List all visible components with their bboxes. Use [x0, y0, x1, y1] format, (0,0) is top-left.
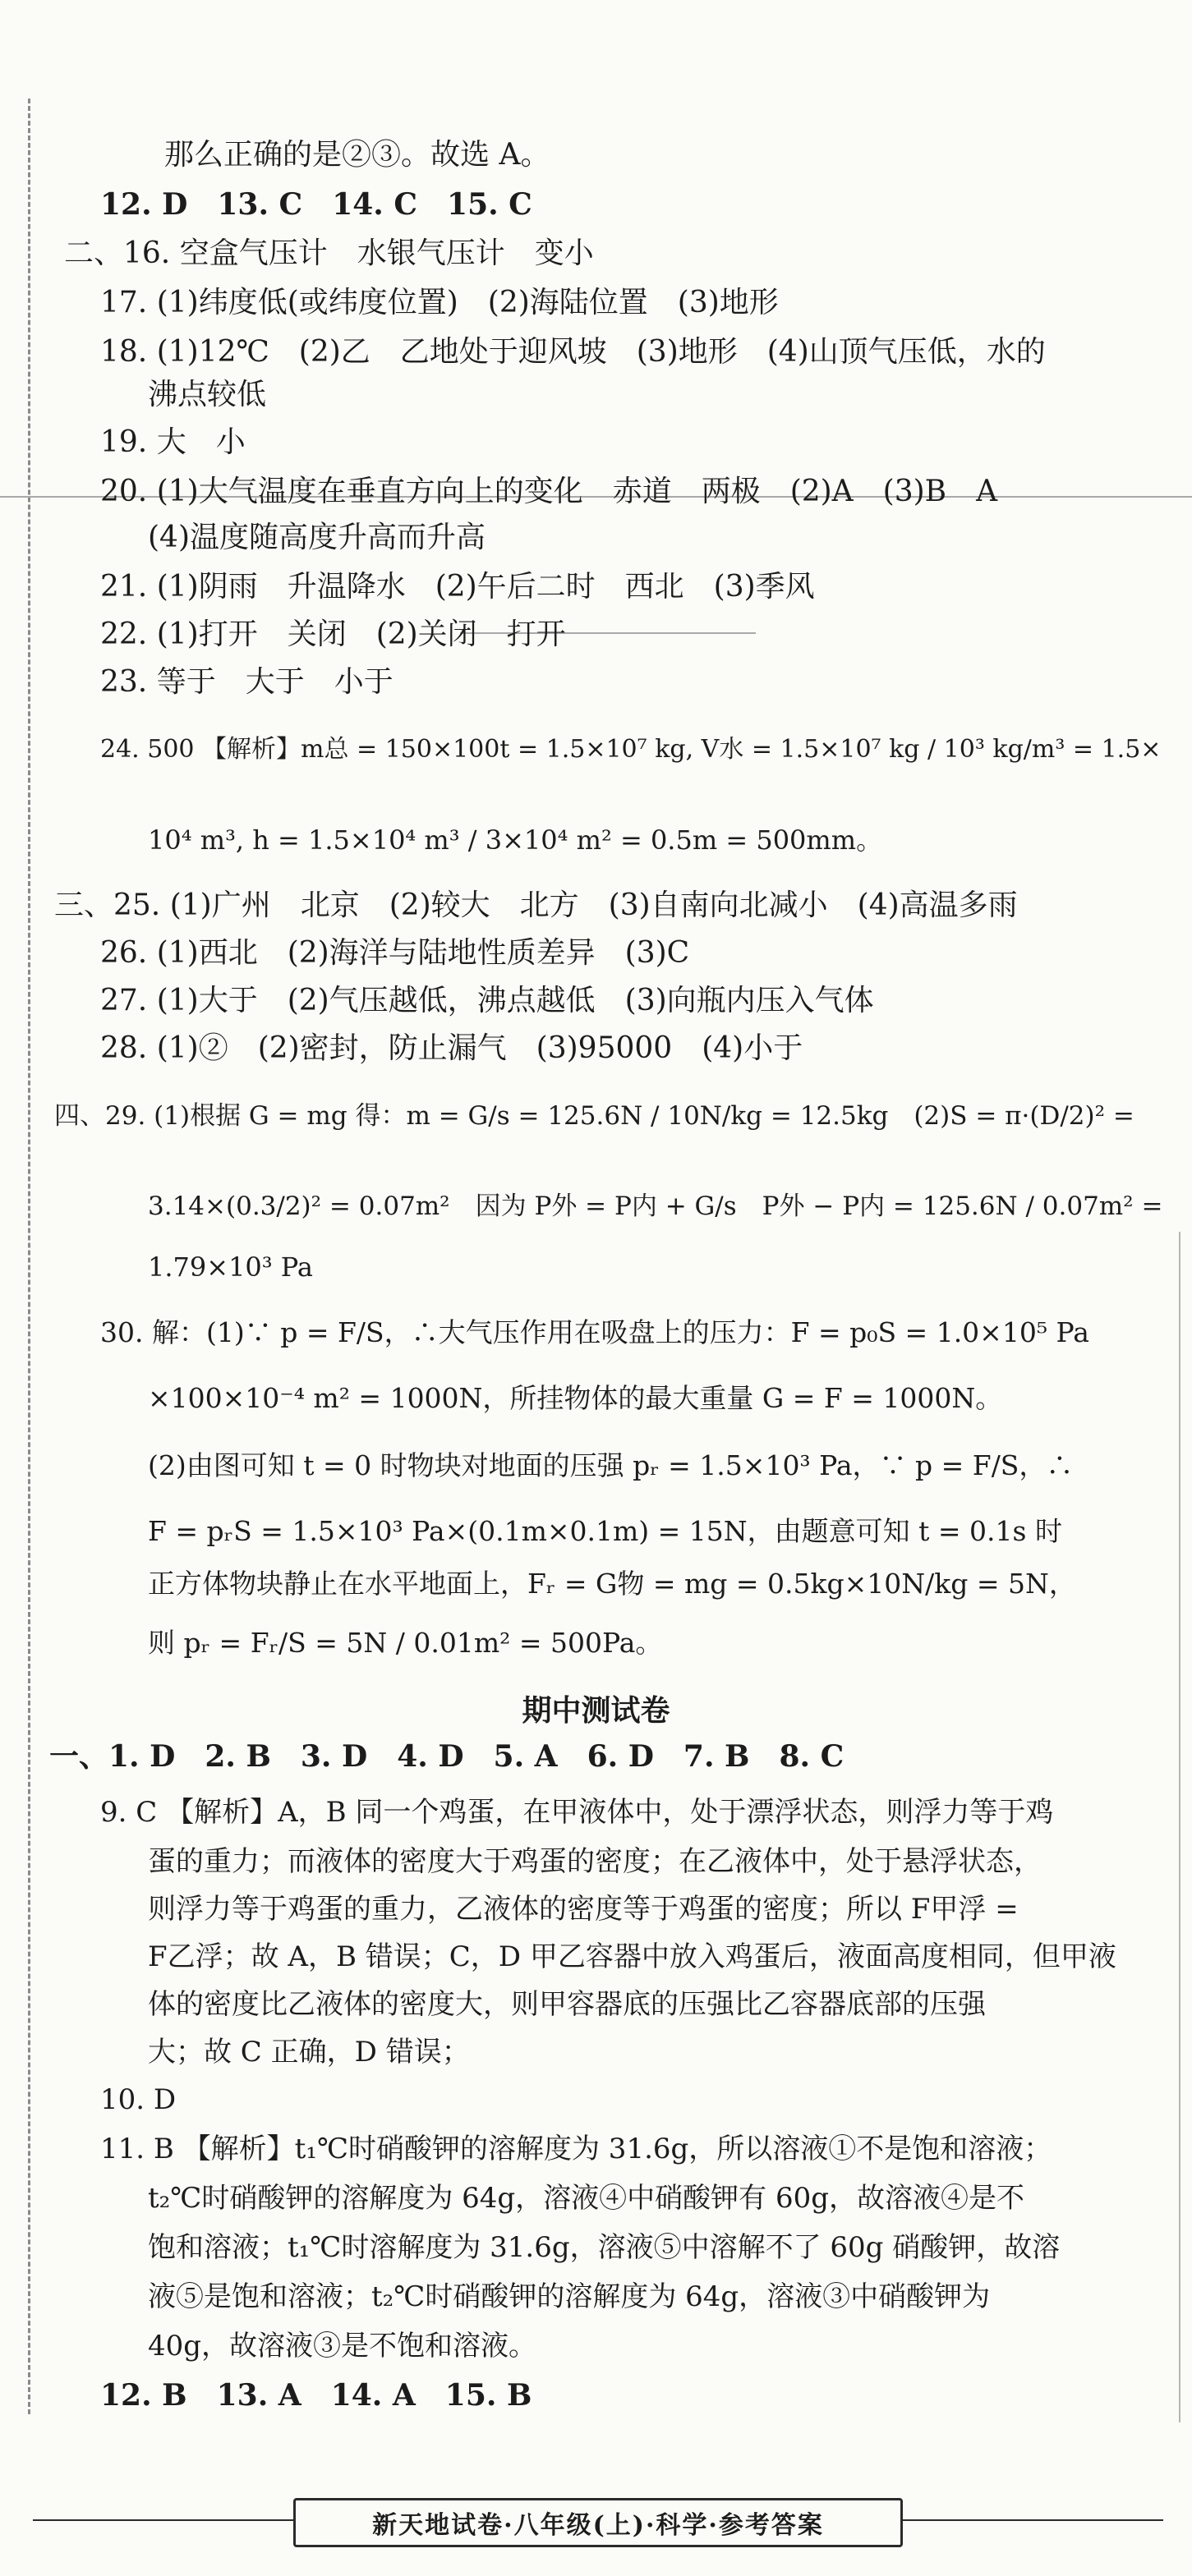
- mid-test-line: 则浮力等于鸡蛋的重力，乙液体的密度等于鸡蛋的密度；所以 F甲浮 =: [148, 1893, 1019, 1926]
- answer-line: F = pᵣS = 1.5×10³ Pa×(0.1m×0.1m) = 15N，由题意可知 t = 0.1s 时: [148, 1515, 1062, 1547]
- answer-line: 12. D 13. C 14. C 15. C: [100, 187, 532, 222]
- footer-rule-left: [33, 2519, 293, 2521]
- answer-line: 28. (1)② (2)密封，防止漏气 (3)95000 (4)小于: [100, 1031, 803, 1065]
- mid-test-line: 12. B 13. A 14. A 15. B: [100, 2378, 532, 2413]
- footer-rule-right: [900, 2519, 1163, 2521]
- footer-title: 新天地试卷·八年级(上)·科学·参考答案: [293, 2498, 903, 2547]
- answer-line-formula: 24. 500 【解析】m总 = 150×100t = 1.5×10⁷ kg, V水 = 1.5×10⁷ kg / 10³ kg/m³ = 1.5×: [100, 735, 1162, 764]
- answer-line: 21. (1)阴雨 升温降水 (2)午后二时 西北 (3)季风: [100, 570, 815, 604]
- answer-line: 正方体物块静止在水平地面上，Fᵣ = G物 = mg = 0.5kg×10N/kg = 5N，: [148, 1568, 1076, 1600]
- mid-test-line: t₂℃时硝酸钾的溶解度为 64g，溶液④中硝酸钾有 60g，故溶液④是不: [148, 2182, 1024, 2215]
- answer-line-formula: (2)由图可知 t = 0 时物块对地面的压强 pᵣ = 1.5×10³ Pa，∵ p = F/S，∴: [148, 1449, 1074, 1481]
- mid-test-line: F乙浮；故 A，B 错误；C，D 甲乙容器中放入鸡蛋后，液面高度相同，但甲液: [148, 1940, 1116, 1973]
- answer-line: 22. (1)打开 关闭 (2)关闭 打开: [100, 618, 566, 651]
- answer-line: 18. (1)12℃ (2)乙 乙地处于迎风坡 (3)地形 (4)山顶气压低，水的: [100, 335, 1046, 369]
- mid-test-line: 饱和溶液；t₁℃时溶解度为 31.6g，溶液⑤中溶解不了 60g 硝酸钾，故溶: [148, 2231, 1061, 2264]
- section-three-line: 三、25. (1)广州 北京 (2)较大 北方 (3)自南向北减小 (4)高温多雨: [54, 889, 1018, 922]
- answer-line: 26. (1)西北 (2)海洋与陆地性质差异 (3)C: [100, 936, 690, 970]
- answer-line-formula: 3.14×(0.3/2)² = 0.07m² 因为 P外 = P内 + G/s P外 − P内 = 125.6N / 0.07m² =: [148, 1192, 1163, 1221]
- answer-line-formula: 30. 解：(1)∵ p = F/S，∴大气压作用在吸盘上的压力：F = p₀S = 1.0×10⁵ Pa: [100, 1316, 1089, 1348]
- answer-line: 沸点较低: [148, 378, 267, 411]
- mid-test-line: 40g，故溶液③是不饱和溶液。: [148, 2330, 537, 2362]
- mid-test-line: 一、1. D 2. B 3. D 4. D 5. A 6. D 7. B 8. C: [49, 1739, 845, 1774]
- right-edge-line: [1179, 1232, 1180, 2422]
- answer-line-formula: 10⁴ m³, h = 1.5×10⁴ m³ / 3×10⁴ m² = 0.5m = 500mm。: [148, 824, 883, 856]
- mid-test-line: 9. C 【解析】A，B 同一个鸡蛋，在甲液体中，处于漂浮状态，则浮力等于鸡: [100, 1796, 1054, 1829]
- answer-line: 20. (1)大气温度在垂直方向上的变化 赤道 两极 (2)A (3)B A: [100, 475, 998, 508]
- section-title: 期中测试卷: [522, 1693, 670, 1728]
- answer-line: 27. (1)大于 (2)气压越低，沸点越低 (3)向瓶内压入气体: [100, 984, 874, 1017]
- answer-line: ×100×10⁻⁴ m² = 1000N，所挂物体的最大重量 G = F = 1000N。: [148, 1382, 1003, 1414]
- mid-test-line: 体的密度比乙液体的密度大，则甲容器底的压强比乙容器底部的压强: [148, 1988, 986, 2021]
- mid-test-line: 液⑤是饱和溶液；t₂℃时硝酸钾的溶解度为 64g，溶液③中硝酸钾为: [148, 2280, 991, 2313]
- answer-line: 19. 大 小: [100, 425, 246, 459]
- answer-line: (4)温度随高度升高而升高: [148, 521, 486, 554]
- section-two-line: 二、16. 空盒气压计 水银气压计 变小: [64, 236, 594, 270]
- section-four-line: 四、29. (1)根据 G = mg 得：m = G/s = 125.6N / 10N/kg = 12.5kg (2)S = π·(D/2)² =: [54, 1101, 1134, 1131]
- mid-test-line: 大；故 C 正确，D 错误；: [148, 2036, 470, 2069]
- answer-line-formula: 则 pᵣ = Fᵣ/S = 5N / 0.01m² = 500Pa。: [148, 1627, 663, 1659]
- mid-test-line: 11. B 【解析】t₁℃时硝酸钾的溶解度为 31.6g，所以溶液①不是饱和溶液；: [100, 2133, 1052, 2165]
- mid-test-line: 10. D: [100, 2083, 177, 2116]
- answer-line: 那么正确的是②③。故选 A。: [164, 138, 550, 172]
- answer-line: 17. (1)纬度低(或纬度位置) (2)海陆位置 (3)地形: [100, 286, 779, 319]
- answer-line: 1.79×10³ Pa: [148, 1251, 313, 1283]
- mid-test-line: 蛋的重力；而液体的密度大于鸡蛋的密度；在乙液体中，处于悬浮状态，: [148, 1845, 1042, 1878]
- binding-margin-line: [28, 99, 30, 2414]
- answer-line: 23. 等于 大于 小于: [100, 665, 393, 699]
